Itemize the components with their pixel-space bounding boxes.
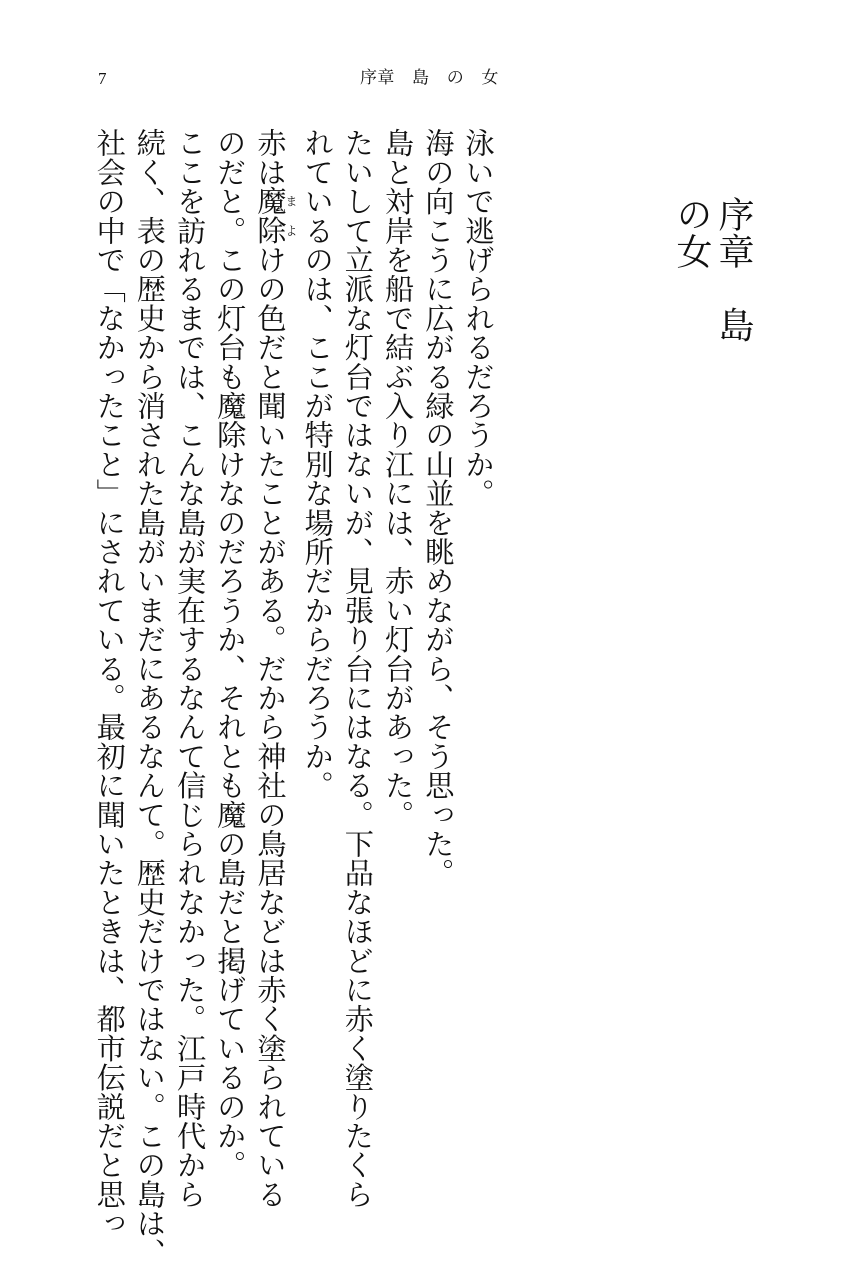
body-line: のだと。この灯台も魔除けなのだろうか、それとも魔の島だと掲げているのか。 [212, 128, 247, 1180]
page-number: 7 [98, 69, 107, 88]
body-line: れているのは、ここが特別な場所だからだろうか。 [300, 128, 335, 800]
body-line: 泳いで逃げられるだろうか。 [461, 128, 495, 508]
body-line: たいして立派な灯台ではないが、見張り台にはなる。下品なほどに赤く塗りたくら [340, 128, 375, 1209]
body-line: 続く、表の歴史から消された島がいまだにあるなんて。歴史だけではない。この島は、 [132, 128, 167, 1267]
body-line-text-before-ruby: 赤は [252, 128, 287, 187]
body-line-with-ruby [250, 128, 298, 1209]
body-text [92, 128, 498, 1267]
running-head: 序章 島 の 女 [360, 68, 499, 88]
ruby-word [252, 186, 298, 245]
body-line: 島と対岸を船で結ぶ入り江には、赤い灯台があった。 [380, 128, 415, 829]
chapter-title: 序章 島の女 [671, 196, 754, 343]
ruby-reading: まよ [283, 186, 298, 245]
body-line: 社会の中で「なかったこと」にされている。最初に聞いたときは、都市伝説だと思っ [92, 128, 127, 1238]
body-line-text-after-ruby: けの色だと聞いたことがある。だから神社の鳥居などは赤く塗られている [252, 244, 287, 1209]
body-line: 海の向こうに広がる緑の山並を眺めながら、そう思った。 [420, 128, 455, 888]
body-line: ここを訪れるまでは、こんな島が実在するなんて信じられなかった。江戸時代から [172, 128, 207, 1209]
ruby-base: 魔除 [252, 186, 287, 245]
